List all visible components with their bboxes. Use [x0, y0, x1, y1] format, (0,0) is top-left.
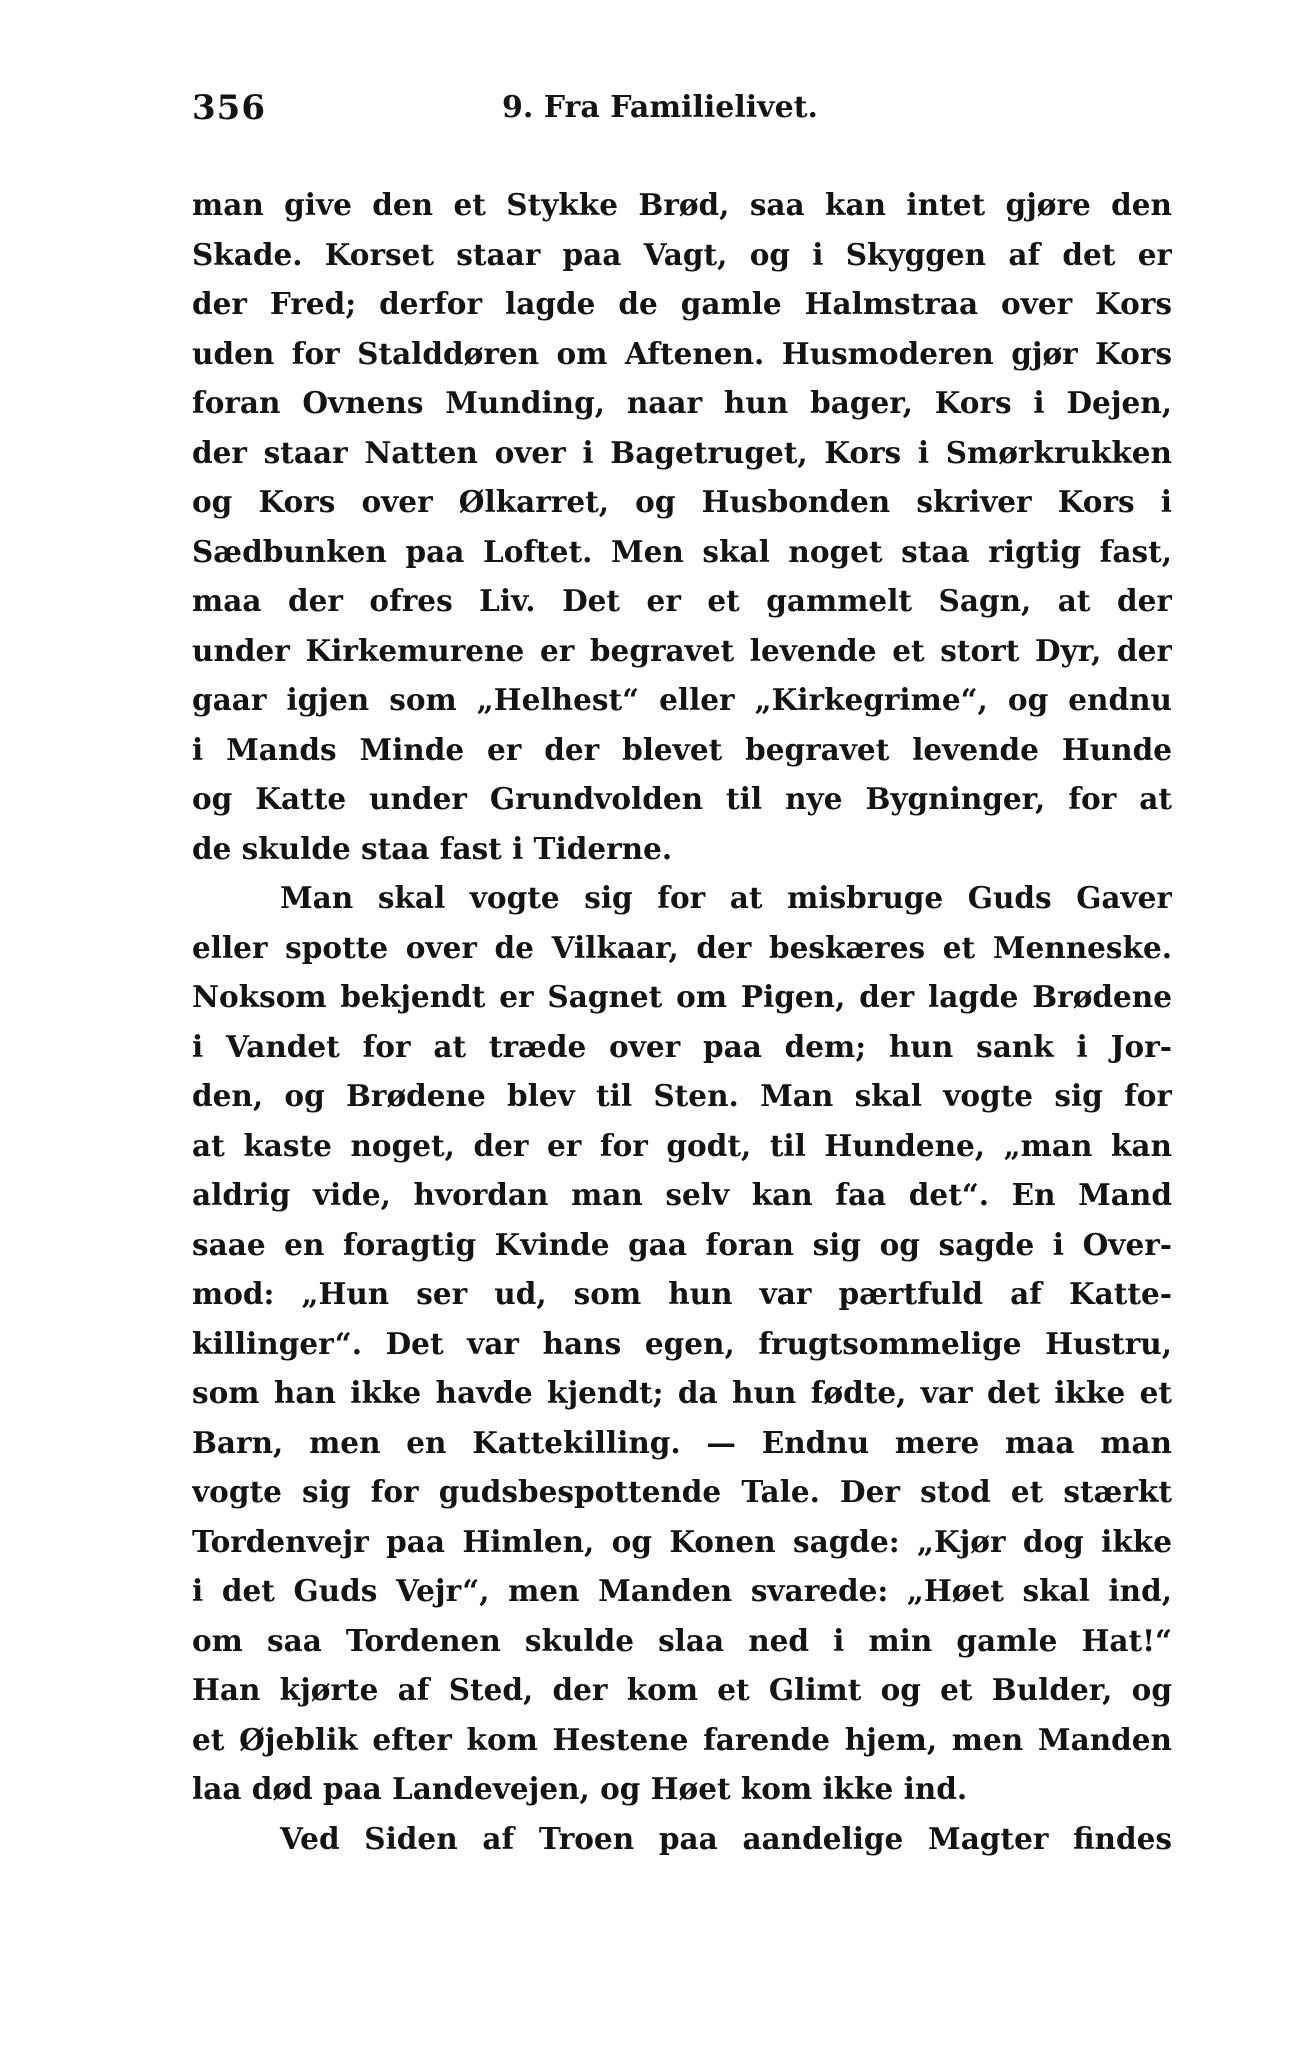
text-line: Skade. Korset staar paa Vagt, og i Skyggen af det er: [192, 236, 1172, 272]
text-line: der staar Natten over i Bagetruget, Kors i Smørkrukken: [192, 434, 1172, 470]
text-line: maa der ofres Liv. Det er et gammelt Sagn, at der: [192, 583, 1172, 618]
text-line: og Kors over Ølkarret, og Husbonden skriver Kors i: [192, 484, 1172, 519]
paragraph-first-line: Man skal vogte sig for at misbruge Guds Gaver: [280, 880, 1172, 915]
body-text: [192, 180, 1172, 1863]
text-line: Barn, men en Kattekilling. — Endnu mere maa man: [192, 1424, 1172, 1460]
page-number: 356: [192, 88, 266, 128]
text-line: killinger“. Det var hans egen, frugtsommelige Hustru,: [192, 1325, 1172, 1361]
text-line: om saa Tordenen skulde slaa ned i min gamle Hat!“: [192, 1622, 1172, 1658]
text-line: og Katte under Grundvolden til nye Bygninger, for at: [192, 781, 1172, 816]
text-line: at kaste noget, der er for godt, til Hundene, „man kan: [192, 1127, 1172, 1163]
text-line: der Fred; derfor lagde de gamle Halmstraa over Kors: [192, 286, 1172, 321]
text-line: Han kjørte af Sted, der kom et Glimt og et Bulder, og: [192, 1672, 1172, 1707]
text-line: Tordenvejr paa Himlen, og Konen sagde: „Kjør dog ikke: [192, 1523, 1172, 1559]
text-line: den, og Brødene blev til Sten. Man skal vogte sig for: [192, 1078, 1172, 1113]
text-line: foran Ovnens Munding, naar hun bager, Kors i Dejen,: [192, 385, 1172, 420]
text-line: vogte sig for gudsbespottende Tale. Der stod et stærkt: [192, 1474, 1172, 1509]
text-line: aldrig vide, hvordan man selv kan faa det“. En Mand: [192, 1177, 1172, 1212]
text-line: Sædbunken paa Loftet. Men skal noget staa rigtig fast,: [192, 533, 1172, 569]
text-line: gaar igjen som „Helhest“ eller „Kirkegrime“, og endnu: [192, 682, 1172, 717]
text-line: uden for Stalddøren om Aftenen. Husmoderen gjør Kors: [192, 335, 1172, 371]
text-line: i det Guds Vejr“, men Manden svarede: „Høet skal ind,: [192, 1573, 1172, 1608]
text-line: eller spotte over de Vilkaar, der beskæres et Menneske.: [192, 929, 1172, 965]
text-line: under Kirkemurene er begravet levende et stort Dyr, der: [192, 632, 1172, 668]
text-line: mod: „Hun ser ud, som hun var pærtfuld af Katte-: [192, 1276, 1172, 1311]
paragraph-first-line: Ved Siden af Troen paa aandelige Magter findes: [280, 1820, 1172, 1856]
text-line: i Vandet for at træde over paa dem; hun sank i Jor-: [192, 1028, 1172, 1064]
text-line: i Mands Minde er der blevet begravet levende Hunde: [192, 731, 1172, 767]
text-line: et Øjeblik efter kom Hestene farende hjem, men Manden: [192, 1721, 1172, 1757]
running-head: [192, 88, 1172, 136]
text-line: Noksom bekjendt er Sagnet om Pigen, der lagde Brødene: [192, 979, 1172, 1014]
paragraph-end-line: de skulde staa fast i Tiderne.: [192, 830, 673, 866]
chapter-heading: 9. Fra Familielivet.: [502, 90, 818, 125]
text-line: saae en foragtig Kvinde gaa foran sig og sagde i Over-: [192, 1226, 1172, 1262]
text-line: som han ikke havde kjendt; da hun fødte, var det ikke et: [192, 1375, 1172, 1410]
paragraph-end-line: laa død paa Landevejen, og Høet kom ikke ind.: [192, 1771, 968, 1806]
text-line: man give den et Stykke Brød, saa kan intet gjøre den: [192, 187, 1172, 222]
